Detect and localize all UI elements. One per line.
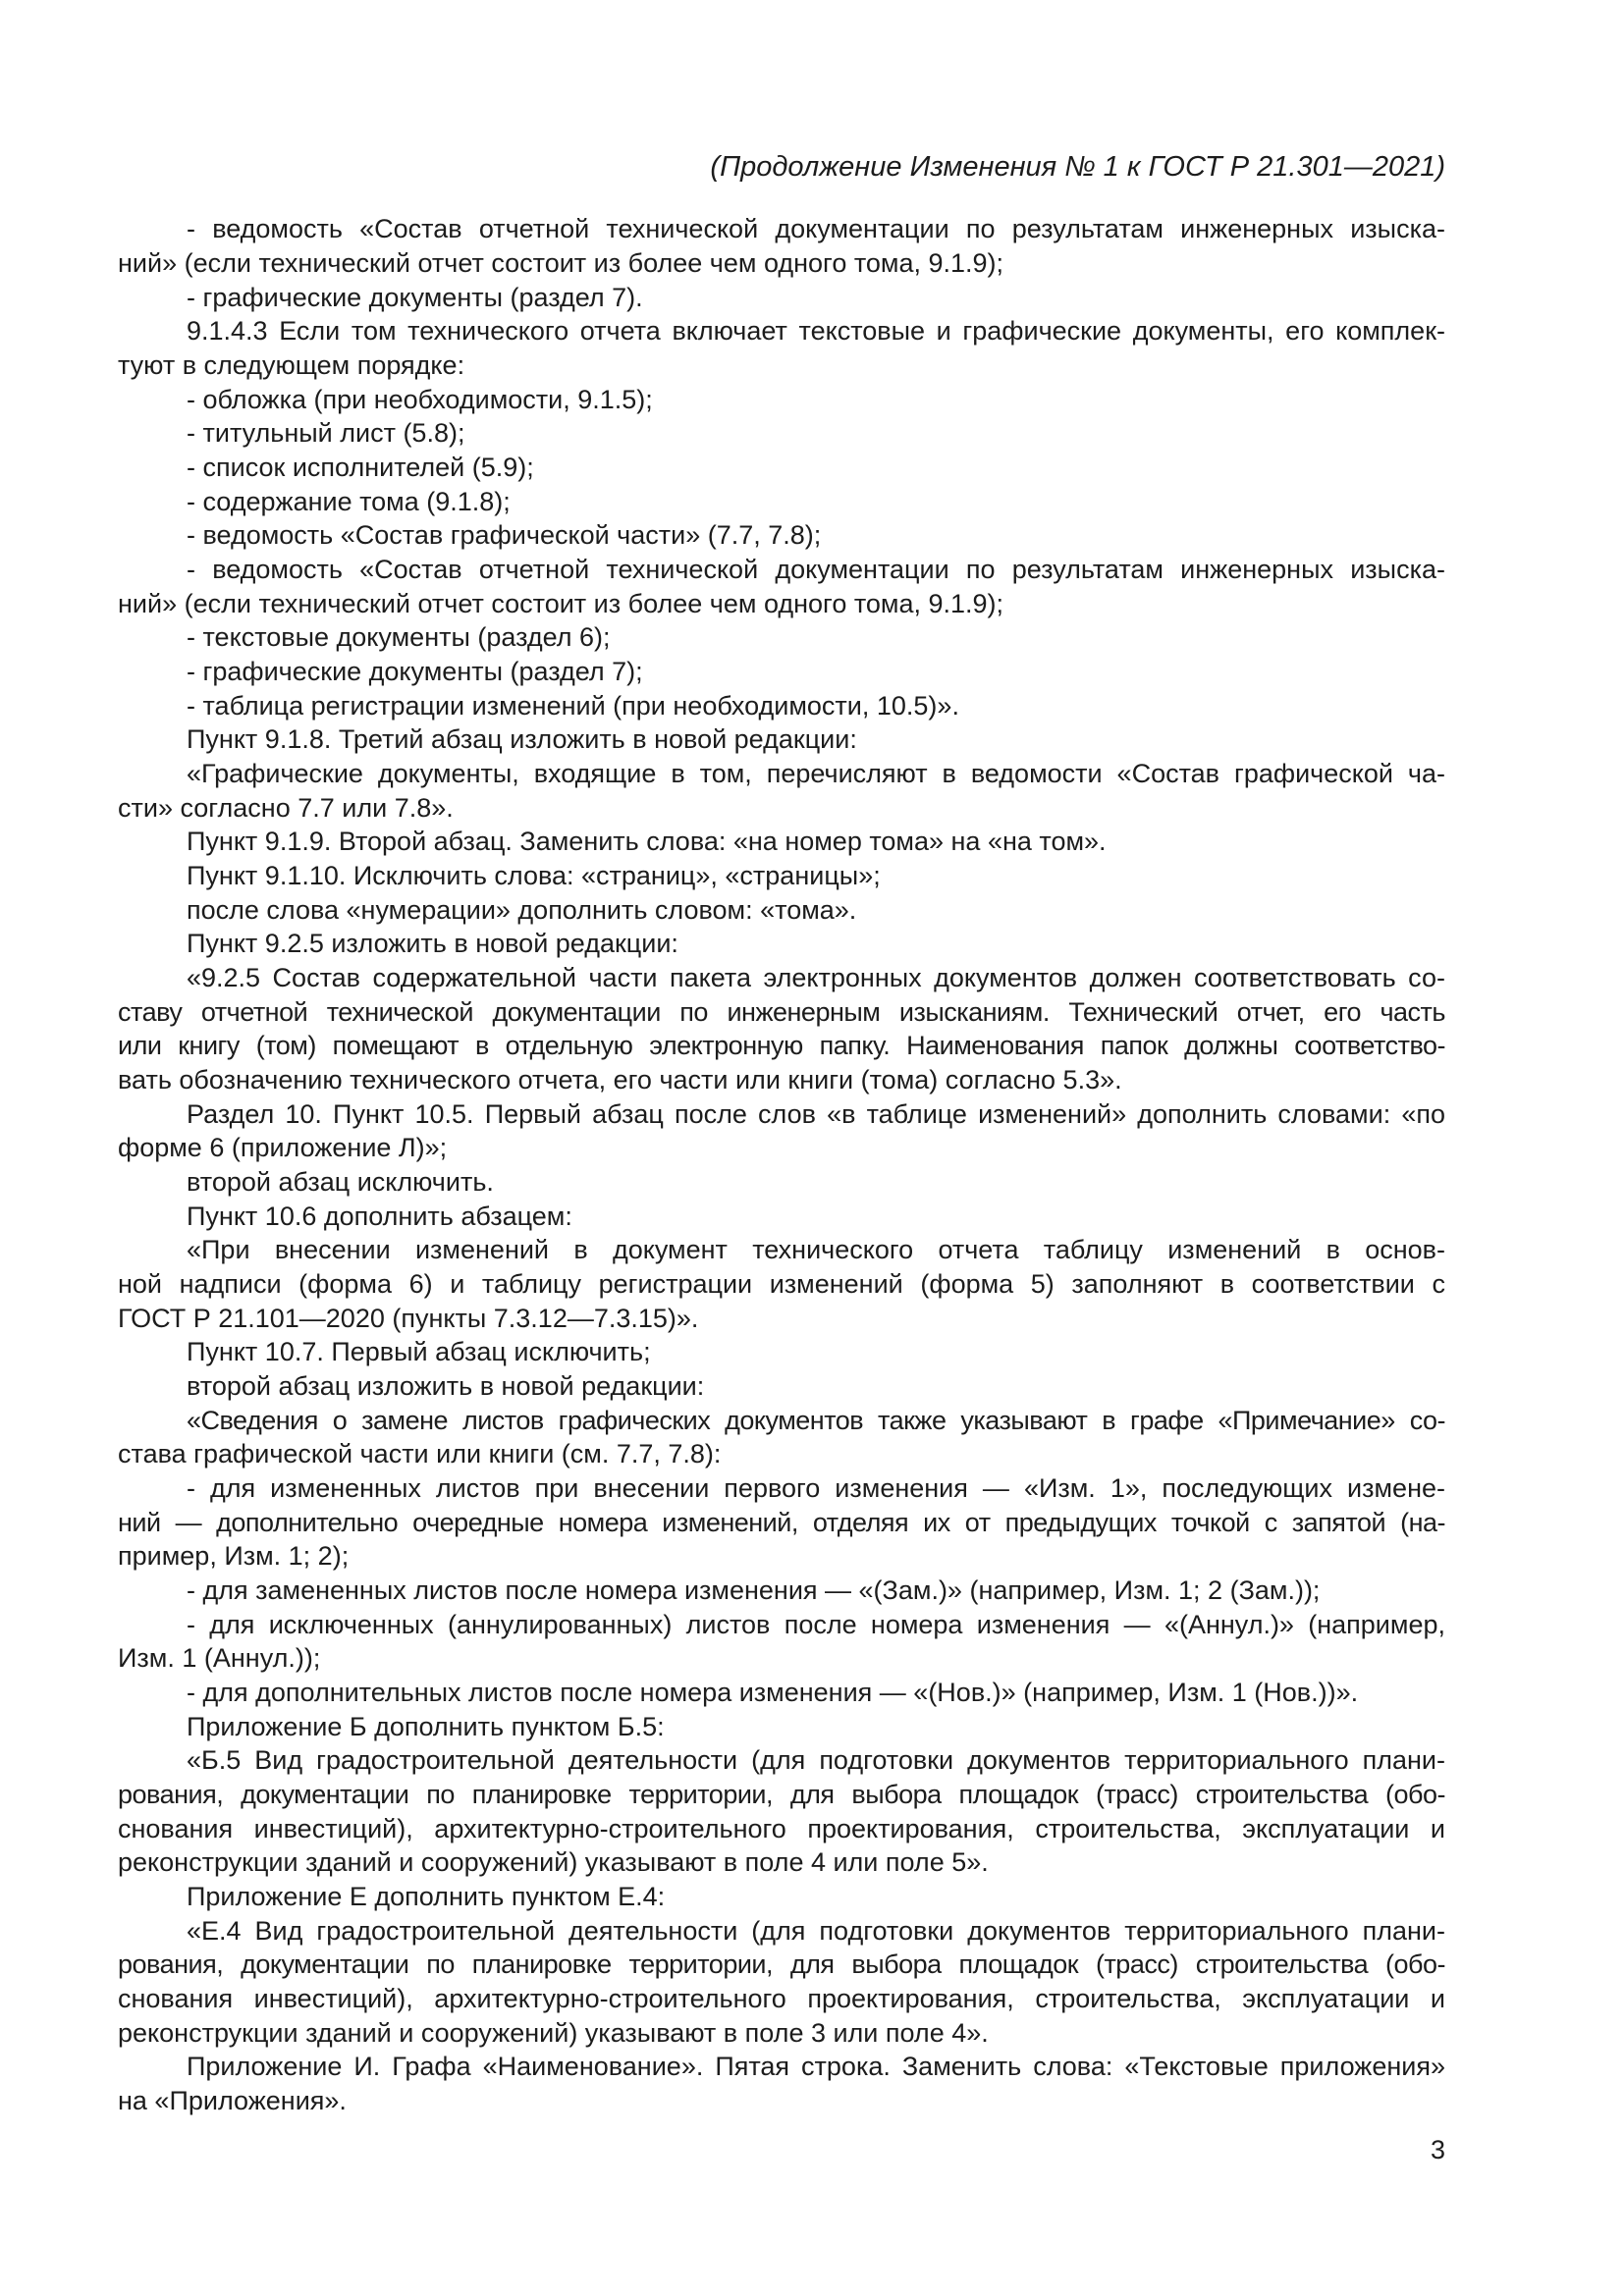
text-line: ний» (если технический отчет состоит из более чем одного тома, 9.1.9); [118, 248, 1004, 278]
text-line: - графические документы (раздел 7). [187, 283, 643, 312]
text-line: ставу отчетной технической документации по инженерным изысканиям. Технический отчет, его часть [118, 997, 1445, 1027]
text-line: Приложение Е дополнить пунктом Е.4: [187, 1882, 666, 1911]
text-line: Приложение Б дополнить пунктом Б.5: [187, 1712, 665, 1741]
text-line: на «Приложения». [118, 2086, 347, 2115]
text-line: Пункт 9.2.5 изложить в новой редакции: [187, 929, 678, 958]
text-line: туют в следующем порядке: [118, 350, 465, 380]
text-line: рования, документации по планировке территории, для выбора площадок (трасс) строительства (обо- [118, 1780, 1445, 1809]
text-line: - текстовые документы (раздел 6); [187, 622, 611, 652]
text-line: ний — дополнительно очередные номера изменений, отделяя их от предыдущих точкой с запятой (на- [118, 1508, 1445, 1537]
text-line: - графические документы (раздел 7); [187, 657, 643, 686]
text-line: - ведомость «Состав отчетной технической документации по результатам инженерных изыска- [187, 214, 1445, 243]
text-line: второй абзац исключить. [187, 1167, 494, 1197]
text-line: - для исключенных (аннулированных) листов после номера изменения — «(Аннул.)» (например, [187, 1610, 1445, 1639]
text-line: вать обозначению технического отчета, его части или книги (тома) согласно 5.3». [118, 1065, 1122, 1095]
text-line: - для замененных листов после номера изменения — «(Зам.)» (например, Изм. 1; 2 (Зам.)); [187, 1575, 1321, 1605]
text-line: - обложка (при необходимости, 9.1.5); [187, 385, 653, 414]
text-line: - список исполнителей (5.9); [187, 453, 534, 482]
text-line: - титульный лист (5.8); [187, 418, 465, 448]
text-line: Изм. 1 (Аннул.)); [118, 1643, 321, 1673]
text-line: - содержание тома (9.1.8); [187, 487, 511, 516]
text-line: реконструкции зданий и сооружений) указывают в поле 4 или поле 5». [118, 1847, 989, 1877]
text-line: снования инвестиций), архитектурно-строительного проектирования, строительства, эксплуатации и [118, 1814, 1445, 1843]
text-line: Приложение И. Графа «Наименование». Пятая строка. Заменить слова: «Текстовые приложения» [187, 2052, 1445, 2081]
text-line: «При внесении изменений в документ технического отчета таблицу изменений в основ- [187, 1235, 1445, 1264]
text-line: Пункт 10.6 дополнить абзацем: [187, 1201, 572, 1231]
text-line: «Графические документы, входящие в том, перечисляют в ведомости «Состав графической ча- [187, 759, 1445, 788]
text-line: пример, Изм. 1; 2); [118, 1541, 350, 1571]
text-line: «Сведения о замене листов графических документов также указывают в графе «Примечание» со- [187, 1406, 1445, 1435]
text-line: Раздел 10. Пункт 10.5. Первый абзац после слов «в таблице изменений» дополнить словами: «по [187, 1099, 1445, 1129]
text-line: снования инвестиций), архитектурно-строительного проектирования, строительства, эксплуатации и [118, 1984, 1445, 2013]
text-line: Пункт 9.1.8. Третий абзац изложить в новой редакции: [187, 724, 857, 754]
text-line: реконструкции зданий и сооружений) указывают в поле 3 или поле 4». [118, 2018, 989, 2048]
text-line: ний» (если технический отчет состоит из более чем одного тома, 9.1.9); [118, 589, 1004, 618]
text-line: ной надписи (форма 6) и таблицу регистрации изменений (форма 5) заполняют в соответствии с [118, 1269, 1445, 1299]
text-line: ГОСТ Р 21.101—2020 (пункты 7.3.12—7.3.15)». [118, 1304, 699, 1333]
text-line: после слова «нумерации» дополнить словом: «тома». [187, 895, 857, 925]
text-line: Пункт 9.1.9. Второй абзац. Заменить слова: «на номер тома» на «на том». [187, 827, 1107, 856]
text-line: форме 6 (приложение Л)»; [118, 1133, 448, 1162]
running-header: (Продолжение Изменения № 1 к ГОСТ Р 21.301—2021) [710, 151, 1445, 183]
text-line: «Е.4 Вид градостроительной деятельности (для подготовки документов территориального плани- [187, 1916, 1445, 1946]
text-line: «9.2.5 Состав содержательной части пакета электронных документов должен соответствовать со- [187, 963, 1445, 992]
text-line: второй абзац изложить в новой редакции: [187, 1371, 705, 1401]
text-line: - для измененных листов при внесении первого изменения — «Изм. 1», последующих измене- [187, 1473, 1445, 1503]
text-line: - таблица регистрации изменений (при необходимости, 10.5)». [187, 691, 959, 721]
text-line: Пункт 9.1.10. Исключить слова: «страниц», «страницы»; [187, 861, 881, 890]
text-line: - ведомость «Состав графической части» (7.7, 7.8); [187, 520, 822, 550]
text-line: става графической части или книги (см. 7.7, 7.8): [118, 1439, 722, 1468]
text-line: «Б.5 Вид градостроительной деятельности (для подготовки документов территориального плани- [187, 1745, 1445, 1775]
text-line: 9.1.4.3 Если том технического отчета включает текстовые и графические документы, его комплек- [187, 316, 1445, 346]
text-line: - для дополнительных листов после номера изменения — «(Нов.)» (например, Изм. 1 (Нов.))». [187, 1678, 1359, 1707]
page-number: 3 [1430, 2135, 1445, 2164]
text-line: Пункт 10.7. Первый абзац исключить; [187, 1337, 651, 1366]
text-line: или книгу (том) помещают в отдельную электронную папку. Наименования папок должны соответство- [118, 1031, 1445, 1060]
text-line: сти» согласно 7.7 или 7.8». [118, 793, 454, 823]
text-line: рования, документации по планировке территории, для выбора площадок (трасс) строительства (обо- [118, 1949, 1445, 1979]
text-line: - ведомость «Состав отчетной технической документации по результатам инженерных изыска- [187, 555, 1445, 584]
